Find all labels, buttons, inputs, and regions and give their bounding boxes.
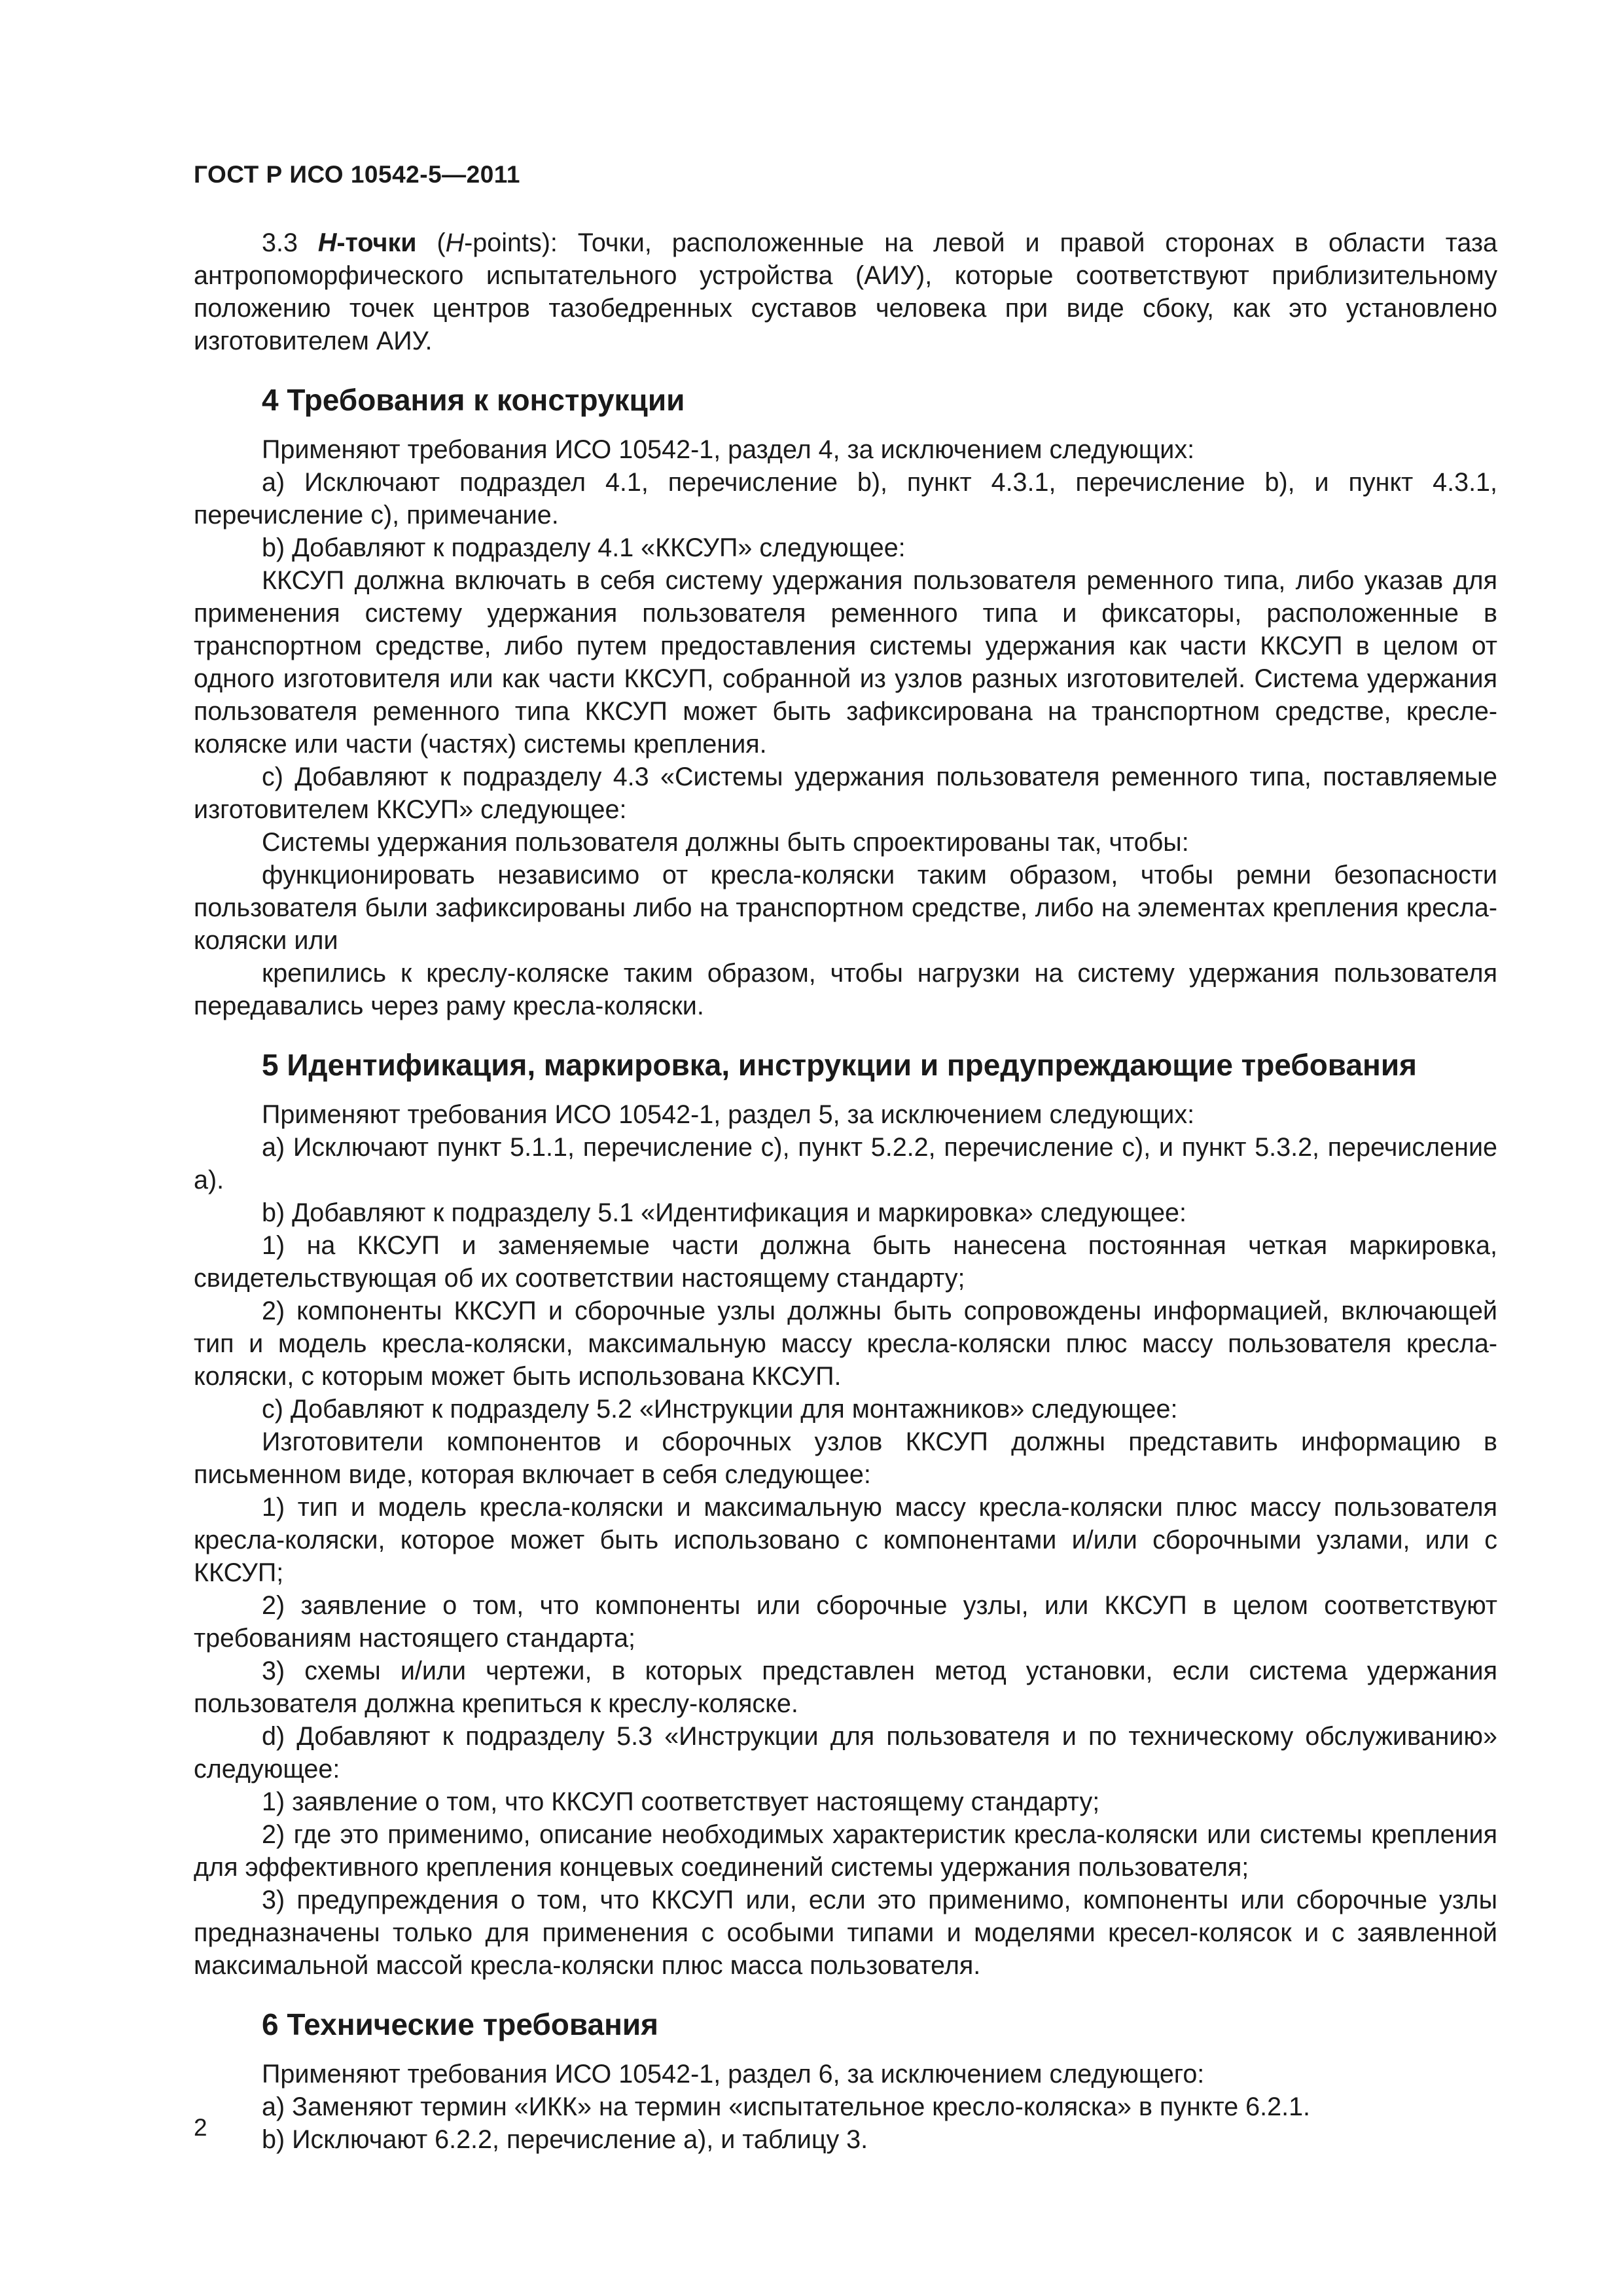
definition-text: : Точки, расположенные на левой и правой сторонах в области таза антропоморфического испытательного устройства (АИУ), которые соответствуют приблизительному положению точек центров тазобедренных суставов человека при виде сбоку, как это установлено изготовителем АИУ. — [194, 228, 1497, 355]
document-header: ГОСТ Р ИСО 10542-5—2011 — [194, 161, 520, 188]
section-5-paragraph: 1) на ККСУП и заменяемые части должна быть нанесена постоянная четкая маркировка, свидетельствующая об их соответствии настоящему стандарту; — [194, 1231, 1497, 1293]
section-4-paragraph: a) Исключают подраздел 4.1, перечисление b), пункт 4.3.1, перечисление b), и пункт 4.3.1, перечисление с), примечание. — [194, 468, 1497, 529]
section-4-paragraph: b) Добавляют к подразделу 4.1 «ККСУП» следующее: — [262, 533, 906, 562]
section-5-paragraph: 2) компоненты ККСУП и сборочные узлы должны быть сопровождены информацией, включающей тип и модель кресла-коляски, максимальную массу кресла-коляски плюс массу пользователя кресла-коляски, с которым может быть использована ККСУП. — [194, 1297, 1497, 1391]
section-5-paragraph: 2) где это применимо, описание необходимых характеристик кресла-коляски или системы крепления для эффективного крепления концевых соединений системы удержания пользователя; — [194, 1820, 1497, 1882]
section-4-paragraph: крепились к креслу-коляске таким образом, чтобы нагрузки на систему удержания пользователя передавались через раму кресла-коляски. — [194, 959, 1497, 1020]
section-4-title: 4 Требования к конструкции — [262, 383, 685, 417]
section-5-paragraph: 3) схемы и/или чертежи, в которых представлен метод установки, если система удержания пользователя должна крепиться к креслу-коляске. — [194, 1657, 1497, 1718]
section-5-paragraph: b) Добавляют к подразделу 5.1 «Идентификация и маркировка» следующее: — [262, 1198, 1186, 1227]
section-5-paragraph: a) Исключают пункт 5.1.1, перечисление с), пункт 5.2.2, перечисление с), и пункт 5.3.2, перечисление а). — [194, 1133, 1497, 1194]
section-5-paragraph: 1) заявление о том, что ККСУП соответствует настоящему стандарту; — [262, 1787, 1100, 1816]
section-4-paragraph: Системы удержания пользователя должны быть спроектированы так, чтобы: — [262, 828, 1189, 857]
section-4-paragraph: Применяют требования ИСО 10542-1, раздел 4, за исключением следующих: — [262, 435, 1195, 464]
page-number: 2 — [194, 2114, 207, 2141]
section-5-title: 5 Идентификация, маркировка, инструкции и предупреждающие требования — [262, 1048, 1417, 1082]
term-en-open: ( — [416, 228, 446, 257]
definition-number: 3.3 — [262, 228, 318, 257]
section-4-paragraph: функционировать независимо от кресла-коляски таким образом, чтобы ремни безопасности пользователя были зафиксированы либо на транспортном средстве, либо на элементах крепления кресла-коляски или — [194, 861, 1497, 955]
section-5-paragraph: Применяют требования ИСО 10542-1, раздел 5, за исключением следующих: — [262, 1100, 1195, 1129]
definition-3-3 — [194, 226, 1497, 357]
section-6-paragraph: Применяют требования ИСО 10542-1, раздел 6, за исключением следующего: — [262, 2060, 1205, 2089]
document-body — [194, 226, 1497, 2156]
section-6-paragraph: a) Заменяют термин «ИКК» на термин «испытательное кресло-коляска» в пункте 6.2.1. — [262, 2092, 1311, 2121]
term-name: -точки — [336, 228, 417, 257]
section-6-paragraph: b) Исключают 6.2.2, перечисление а), и таблицу 3. — [262, 2125, 868, 2154]
section-5-paragraph: 2) заявление о том, что компоненты или сборочные узлы, или ККСУП в целом соответствуют требованиям настоящего стандарта; — [194, 1591, 1497, 1653]
section-5-paragraph: 1) тип и модель кресла-коляски и максимальную массу кресла-коляски плюс массу пользователя кресла-коляски, которое может быть использовано с компонентами и/или сборочными узлами, или с ККСУП; — [194, 1493, 1497, 1587]
section-5-paragraph: d) Добавляют к подразделу 5.3 «Инструкции для пользователя и по техническому обслуживанию» следующее: — [194, 1722, 1497, 1784]
section-5-paragraph: 3) предупреждения о том, что ККСУП или, если это применимо, компоненты или сборочные узлы предназначены только для применения с особыми типами и моделями кресел-колясок и с заявленной максимальной массой кресла-коляски плюс масса пользователя. — [194, 1886, 1497, 1980]
section-5-paragraph: c) Добавляют к подразделу 5.2 «Инструкции для монтажников» следующее: — [262, 1395, 1178, 1424]
term-en-italic-letter: H — [445, 228, 465, 257]
term-en-rest: -points) — [464, 228, 550, 257]
section-4-paragraph: ККСУП должна включать в себя систему удержания пользователя ременного типа, либо указав для применения систему удержания пользователя ременного типа и фиксаторы, расположенные в транспортном средстве, либо путем предоставления системы удержания как части ККСУП в целом от одного изготовителя или как части ККСУП, собранной из узлов разных изготовителей. Система удержания пользователя ременного типа ККСУП может быть зафиксирована на транспортном средстве, кресле-коляске или части (частях) системы крепления. — [194, 566, 1497, 759]
term-italic-letter: H — [317, 228, 337, 257]
section-4-paragraph: c) Добавляют к подразделу 4.3 «Системы удержания пользователя ременного типа, поставляемые изготовителем ККСУП» следующее: — [194, 762, 1497, 824]
section-6-title: 6 Технические требования — [262, 2007, 658, 2041]
section-5-paragraph: Изготовители компонентов и сборочных узлов ККСУП должны представить информацию в письменном виде, которая включает в себя следующее: — [194, 1427, 1497, 1489]
